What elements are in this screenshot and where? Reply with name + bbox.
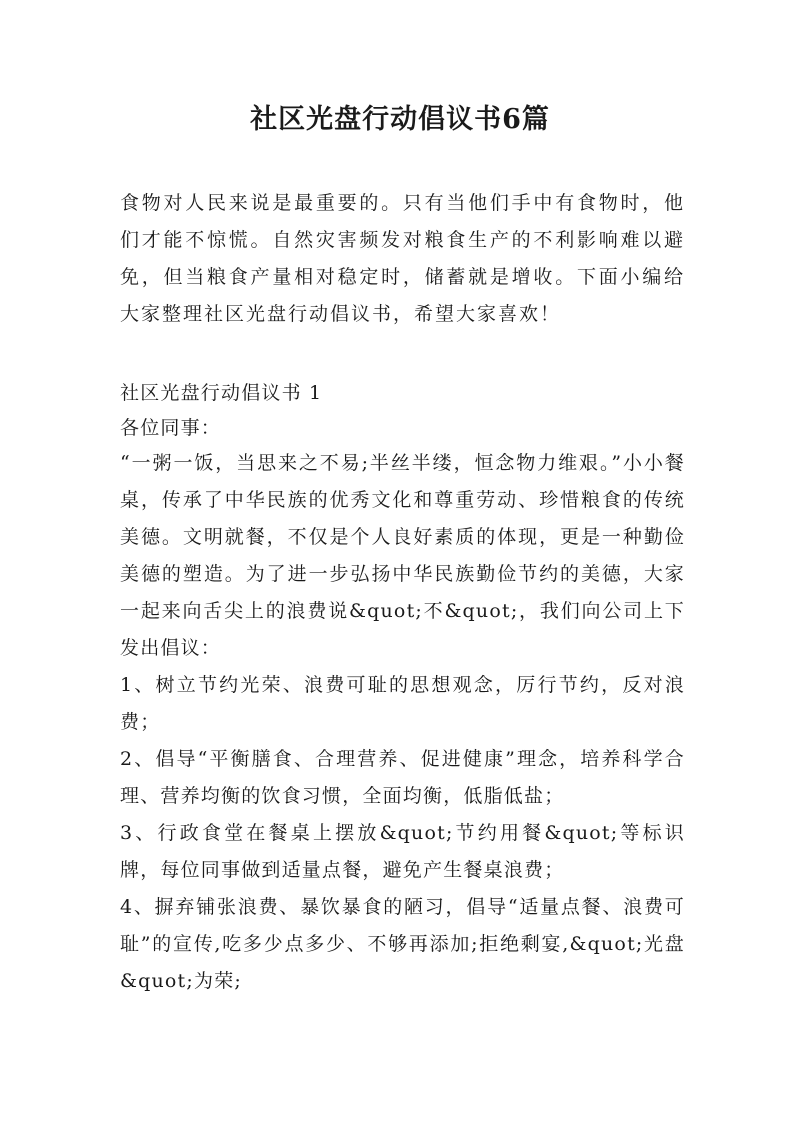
section-heading: 社区光盘行动倡议书 1 [120, 382, 323, 404]
proposal-item: 2、倡导“平衡膳食、合理营养、促进健康”理念，培养科学合理、营养均衡的饮食习惯，全面均衡，低脂低盐； [120, 748, 685, 807]
proposal-body [120, 375, 685, 1000]
opening-paragraph: “一粥一饭，当思来之不易;半丝半缕，恒念物力维艰。”小小餐桌，传承了中华民族的优秀文化和尊重劳动、珍惜粮食的传统美德。文明就餐，不仅是个人良好素质的体现，更是一种勤俭美德的塑造。为了进一步弘扬中华民族勤俭节约的美德，大家一起来向舌尖上的浪费说&quot;不&quot;，我们向公司上下发出倡议： [120, 452, 685, 659]
intro-paragraph [120, 185, 685, 333]
document-title: 社区光盘行动倡议书6篇 [250, 104, 550, 135]
proposal-item: 3、行政食堂在餐桌上摆放&quot;节约用餐&quot;等标识牌，每位同事做到适量点餐，避免产生餐桌浪费； [120, 822, 685, 881]
proposal-items [120, 667, 685, 1000]
proposal-item: 1、树立节约光荣、浪费可耻的思想观念，厉行节约，反对浪费； [120, 674, 685, 733]
intro-text: 食物对人民来说是最重要的。只有当他们手中有食物时，他们才能不惊慌。自然灾害频发对粮食生产的不利影响难以避免，但当粮食产量相对稳定时，储蓄就是增收。下面小编给大家整理社区光盘行动倡议书，希望大家喜欢！ [120, 192, 685, 325]
greeting: 各位同事： [120, 417, 222, 439]
proposal-item: 4、摒弃铺张浪费、暴饮暴食的陋习，倡导“适量点餐、浪费可耻”的宣传,吃多少点多少、不够再添加;拒绝剩宴,&quot;光盘&quot;为荣; [120, 896, 685, 992]
